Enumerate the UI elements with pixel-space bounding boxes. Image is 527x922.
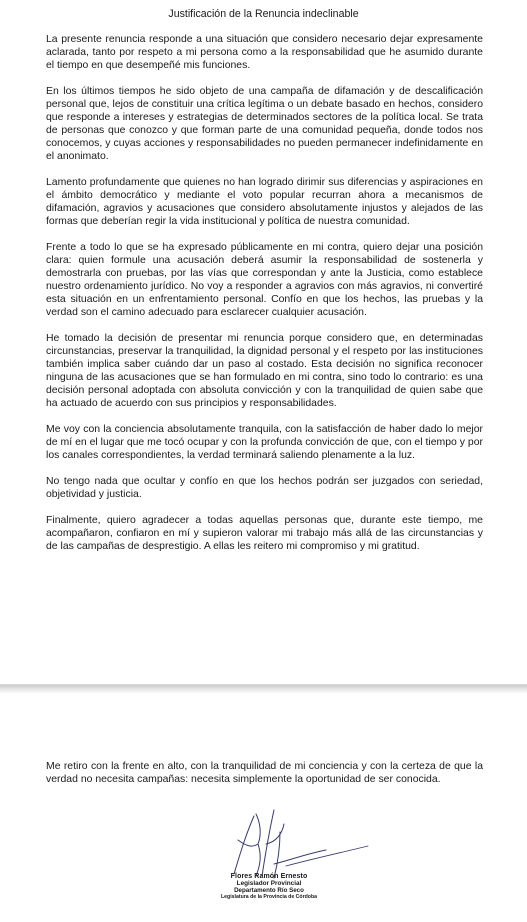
closing-paragraph: Me retiro con la frente en alto, con la tranquilidad de mi conciencia y con la certeza de que la verdad no necesita campañas: necesita simplemente la oportunidad de ser conocida. bbox=[46, 761, 483, 785]
signatory-name: Flores Ramón Ernesto bbox=[230, 873, 308, 880]
document-body bbox=[46, 33, 483, 566]
page-break-divider bbox=[0, 684, 527, 693]
paragraph-5: He tomado la decisión de presentar mi renuncia porque considero que, en determinadas circunstancias, preservar la tranquilidad, la dignidad personal y el respeto por las instituciones también implica saber cuándo dar un paso al costado. Esta decisión no significa reconocer ninguna de las acusaciones que se han formulado en mi contra, sino todo lo contrario: es una decisión personal adoptada con absoluta convicción y con la tranquilidad de quien sabe que ha actuado de acuerdo con sus principios y responsabilidades. bbox=[46, 333, 483, 409]
handwritten-signature bbox=[216, 804, 376, 884]
signatory-department: Departamento Río Seco bbox=[234, 887, 304, 894]
paragraph-1: La presente renuncia responde a una situación que considero necesario dejar expresamente aclarada, tanto por respeto a mi persona como a la responsabilidad que he asumido durante el tiempo en que desempeñé mis funciones. bbox=[46, 34, 483, 71]
paragraph-2: En los últimos tiempos he sido objeto de una campaña de difamación y de descalificación personal que, lejos de constituir una crítica legítima o un debate basado en hechos, considero que responde a intereses y estrategias de determinados sectores de la política local. Se trata de personas que conozco y que forman parte de una comunidad pequeña, donde todos nos conocemos, y cuyas acciones y responsabilidades no pueden permanecer indefinidamente en el anonimato. bbox=[46, 86, 483, 162]
paragraph-3: Lamento profundamente que quienes no han logrado dirimir sus diferencias y aspiraciones en el ámbito democrático y mediante el voto popular recurran ahora a mecanismos de difamación, agravios y acusaciones que considero absolutamente injustos y alejados de las formas que deberían regir la vida institucional y política de nuestra comunidad. bbox=[46, 177, 483, 227]
signature-block bbox=[214, 873, 324, 901]
signatory-legislature: Legislatura de la Provincia de Córdoba bbox=[221, 894, 317, 900]
paragraph-7: No tengo nada que ocultar y confío en que los hechos podrán ser juzgados con seriedad, objetividad y justicia. bbox=[46, 476, 483, 500]
signatory-role: Legislador Provincial bbox=[236, 880, 302, 887]
paragraph-8: Finalmente, quiero agradecer a todas aquellas personas que, durante este tiempo, me acompañaron, confiaron en mí y supieron valorar mi trabajo más allá de las circunstancias y de las campañas de desprestigio. A ellas les reitero mi compromiso y mi gratitud. bbox=[46, 515, 483, 552]
document-title: Justificación de la Renuncia indeclinable bbox=[168, 8, 359, 20]
paragraph-4: Frente a todo lo que se ha expresado públicamente en mi contra, quiero dejar una posición clara: quien formule una acusación deberá asumir la responsabilidad de sostenerla y demostrarla con pruebas, por las vías que correspondan y ante la Justicia, como establece nuestro ordenamiento jurídico. No voy a responder a agravios con más agravios, ni convertiré esta situación en un enfrentamiento personal. Confío en que los hechos, las pruebas y la verdad son el camino adecuado para esclarecer cualquier acusación. bbox=[46, 242, 483, 318]
document-page-2 bbox=[0, 693, 527, 922]
paragraph-6: Me voy con la conciencia absolutamente tranquila, con la satisfacción de haber dado lo mejor de mí en el lugar que me tocó ocupar y con la profunda convicción de que, con el tiempo y por los canales correspondientes, la verdad terminará saliendo plenamente a la luz. bbox=[46, 424, 483, 461]
